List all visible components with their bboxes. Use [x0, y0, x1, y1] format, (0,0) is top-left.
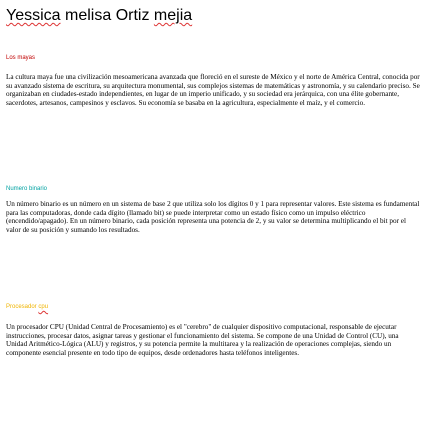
- title-last-name: mejia: [153, 7, 193, 24]
- document-page: [6, 0, 424, 437]
- section-heading-binario: Numero binario: [6, 186, 48, 192]
- section-body-procesador: Un procesador CPU (Unidad Central de Procesamiento) es el "cerebro" de cualquier dispositivo computacional, responsable de ejecutar instrucciones, procesar datos, asignar tareas y gestionar el funcionamiento del sistema. Se compone de una Unidad de Control (CU), una Unidad Aritmético-Lógica (ALU) y registros, y su potencia permite la multitarea y la realización de operaciones complejas, siendo un componente esencial presente en todo tipo de equipos, desde ordenadores hasta teléfonos inteligentes.: [6, 323, 399, 357]
- document-title: [6, 6, 192, 26]
- section-heading-procesador: [6, 303, 48, 311]
- section-body-binario: Un número binario es un número en un sistema de base 2 que utiliza solo los dígitos 0 y 1 para representar valores. Este sistema es fundamental para las computadoras, donde cada dígito (llamado bit) se puede interpretar como un estado físico como un impulso eléctrico (encendido/apagado). En un número binario, cada posición representa una potencia de 2, y su valor se determina multiplicando el bit por el valor de su posición y sumando los resultados.: [6, 200, 420, 234]
- title-middle: melisa Ortiz: [60, 7, 154, 24]
- heading-procesador-main: Procesador: [6, 304, 39, 310]
- section-body-mayas: La cultura maya fue una civilización mesoamericana avanzada que floreció en el sureste de México y el norte de América Central, conocida por su avanzado sistema de escritura, su arquitectura monumental, sus complejos sistemas de matemáticas y astronomía, y su calendario preciso. Se organizaban en ciudades-estado independientes, en lugar de un imperio unificado, y su sociedad era jerárquica, con una élite gobernante, sacerdotes, artesanos, campesinos y esclavos. Su economía se basaba en la agricultura, especialmente el maíz, y el comercio.: [6, 73, 420, 107]
- title-first-name: Yessica: [6, 7, 61, 24]
- heading-procesador-cpu: cpu: [38, 304, 49, 310]
- section-heading-mayas: Los mayas: [6, 55, 36, 61]
